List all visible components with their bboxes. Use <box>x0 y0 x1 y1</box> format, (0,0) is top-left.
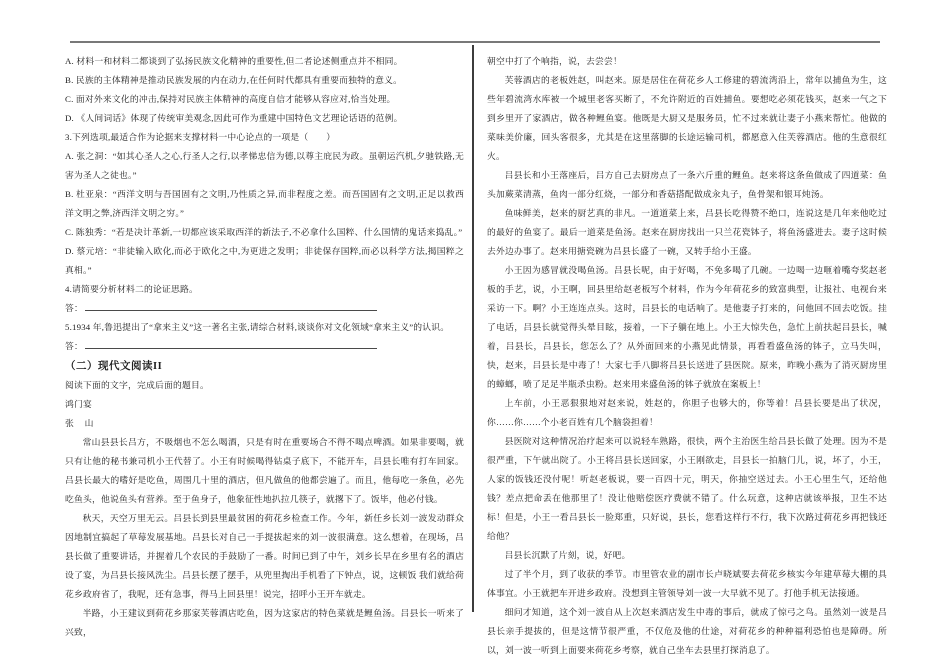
answer-blank-line <box>85 299 377 311</box>
story-paragraph: 半路，小王建议到荷花乡那家芙蓉酒店吃鱼，因为这家店的特色菜就是鲤鱼汤。吕县长一听来了兴致， <box>65 608 464 637</box>
q3-option-d: D. 蔡元培：“非徒输入欧化,而必于欧化之中,为更进之发明；非徒保存国粹,而必以科学方法,揭国粹之真相。” <box>65 246 464 275</box>
story-paragraph: 芙蓉酒店的老板姓赵，叫赵来。原是居住在荷花乡人工修建的碧流湾沿上，常年以捕鱼为生，这些年碧流湾水库被一个城里老客买断了，不允许附近的百姓捕鱼。要想吃必须花钱买，赵来一气之下到乡里开了家酒店，做各种鲤鱼宴。他既是大厨又是服务员，忙不过来就让妻子小燕来帮忙。他做的菜味美价廉，回头客很多，尤其是在这里落脚的长途运输司机，都愿意入住芙蓉酒店。他的生意很红火。 <box>487 75 887 161</box>
answer-label: 答： <box>65 341 83 351</box>
q3-option-b: B. 杜亚泉：“西洋文明与吾国固有之文明,乃性质之异,而非程度之差。而吾国固有之文明,正足以救西洋文明之弊,济西洋文明之穷。” <box>65 189 464 218</box>
story-paragraph: 上车前，小王恶狠狠地对赵来说，姓赵的，你胆子也够大的，你等着！吕县长要是出了状况，你……你……个小老百姓有几个脑袋担着！ <box>487 398 887 427</box>
story-paragraph: 秋天，天空万里无云。吕县长到县里最贫困的荷花乡检查工作。今年，新任乡长刘一波发动群众因地制宜搞起了草莓发展基地。吕县长对自己一手提拔起来的刘一波很满意。这么想着，在现场，吕县长做了重要讲话，并握着几个农民的手鼓励了一番。时间已到了中午，刘乡长早在乡里有名的酒店设了宴，为吕县长接风洗尘。吕县长摆了摆手，从兜里掏出手机看了下钟点，说，这顿饭 我们就给荷花乡政府省了，我呢，还有急事，得马上回县里！说完，招呼小王开车就走。 <box>65 513 464 599</box>
story-paragraph-continuation: 朝空中打了个响指，说，去尝尝！ <box>487 56 622 66</box>
story-author: 张 山 <box>65 418 95 428</box>
story-paragraph: 常山县县长吕方，不吸烟也不怎么喝酒，只是有时在重要场合不得不喝点啤酒。如果非要喝，就只有让他的秘书兼司机小王代替了。小王有时候喝得钻桌子底下，不能开车，吕县长唯有打车回家。吕县长最大的嗜好是吃鱼，周围几十里的酒店，但凡做鱼的他都尝遍了。而且，他每吃一条鱼，必先吃鱼头，他说鱼头有营养。至于鱼身子，他象征性地扒拉几筷子，就撂下了。饭毕，他必付钱。 <box>65 437 464 504</box>
question-3-stem: 3.下列选项,最适合作为论据来支撑材料一中心论点的一项是（ ） <box>65 132 336 142</box>
question-4-answer-row <box>65 299 464 318</box>
question-5-answer-row <box>65 337 464 356</box>
q3-option-c: C. 陈独秀：“若是决计革新,一切都应该采取西洋的新法子,不必拿什么国粹、什么国情的鬼话来捣乱。” <box>65 227 463 237</box>
section-2-heading: （二）现代文阅读II <box>65 361 163 372</box>
column-divider <box>472 45 474 612</box>
q2-option-d: D. 《人间词话》体现了传统审美观念,因此可作为重建中国特色文艺理论话语的范例。 <box>65 113 403 123</box>
story-paragraph: 吕县长沉默了片刻，说，好吧。 <box>504 550 631 560</box>
story-title: 鸿门宴 <box>65 399 92 409</box>
q2-option-c: C. 面对外来文化的冲击,保持对民族主体精神的高度自信才能够从容应对,恰当处理。 <box>65 94 396 104</box>
q2-option-b: B. 民族的主体精神是推动民族发展的内在动力,在任何时代都具有重要而独特的意义。 <box>65 75 403 85</box>
page-top-rule <box>70 41 880 43</box>
section-2-instruction: 阅读下面的文字，完成后面的题目。 <box>65 380 209 390</box>
answer-label: 答： <box>65 303 83 313</box>
story-paragraph: 细问才知道，这个刘一波自从上次赵来酒店发生中毒的事后，就成了惊弓之鸟。虽然刘一波是吕县长亲手提拔的，但是这情节很严重，不仅危及他的仕途，对荷花乡的种种福利恐怕也是障碍。所以，刘一波一听到上面要来荷花乡考察，就自己坐车去县里打探消息了。 <box>487 607 887 655</box>
story-paragraph: 鱼味鲜美，赵来的厨艺真的非凡。一道道菜上来，吕县长吃得赞不绝口，连说这是几年来他吃过的最好的鱼宴了。最后一道菜是鱼汤。赵来在厨房找出一只兰花瓷钵子，将鱼汤盛进去。妻子这时候去外边办事了。赵来用搪瓷碗为吕县长盛了一碗，又转手给小王盛。 <box>487 208 887 256</box>
story-paragraph: 吕县长和小王落座后，吕方自己去厨房点了一条六斤重的鲤鱼。赵来将这条鱼做成了四道菜：鱼头加蕨菜清蒸，鱼肉一部分红烧，一部分和香菇搭配做成汆丸子，鱼骨架和银耳炖汤。 <box>487 170 887 199</box>
question-4-stem: 4.请简要分析材料二的论证思路。 <box>65 284 198 294</box>
story-paragraph: 小王因为感冒就没喝鱼汤。吕县长呢，由于好喝，不免多喝了几碗。一边喝一边咂着嘴夸奖赵老板的手艺，说，小王啊，回县里给赵老板写个材料，作为今年荷花乡的致富典型，让报社、电视台来采访一下。啊？小王连连点头。这时，吕县长的电话响了。是他妻子打来的，问他回不回去吃饭。挂了电话，吕县长就觉得头晕目眩，接着，一下子躺在地上。小王大惊失色，急忙上前扶起吕县长，喊着，吕县长，吕县长，您怎么了？从外面回来的小燕见此情景，再看看盛鱼汤的钵子，立马失叫，快，赵来，吕县长是中毒了！大家七手八脚将吕县长送进了县医院。原来，昨晚小燕为了消灭厨房里的蟑螂，喷了足足半瓶杀虫粉。赵来用来盛鱼汤的钵子就放在案板上！ <box>487 265 887 389</box>
right-column <box>487 52 887 660</box>
answer-blank-line <box>85 337 377 349</box>
left-column <box>65 52 464 642</box>
story-paragraph: 过了半个月，到了收获的季节。市里管农业的副市长卢晓斌要去荷花乡核实今年建草莓大棚的具体事宜。小王就把车开进乡政府。没想到主管领导刘一波一大早就不见了。打他手机无法接通。 <box>487 569 887 598</box>
q2-option-a: A. 材料一和材料二都谈到了弘扬民族文化精神的重要性,但二者论述侧重点并不相同。 <box>65 56 403 66</box>
story-paragraph: 县医院对这种情况治疗起来可以说轻车熟路，很快，两个主治医生给吕县长做了处理。因为不是很严重，下午就出院了。小王将吕县长送回家，小王刚欲走，吕县长一拍脑门儿，说，坏了，小王，人家的饭钱还没付呢！听赵老板说，要一百四十元，明天，你抽空送过去。小王心里生气，还给他钱？差点把命丢在他那里了！没让他赔偿医疗费就不错了。什么玩意，这种店就该举报，卫生不达标！但是，小王一看吕县长一脸郑重，只好说，县长，您看这样行不行，我下次路过荷花乡再把钱还给他？ <box>487 436 887 541</box>
question-5-stem: 5.1934 年,鲁迅提出了“拿来主义”这一著名主张,请综合材料,谈谈你对文化领域“拿来主义”的认识。 <box>65 322 450 332</box>
q3-option-a: A. 张之洞：“如其心圣人之心,行圣人之行,以孝悌忠信为德,以尊主庇民为政。虽朝运汽机,夕驰铁路,无害为圣人之徒也。” <box>65 151 464 180</box>
